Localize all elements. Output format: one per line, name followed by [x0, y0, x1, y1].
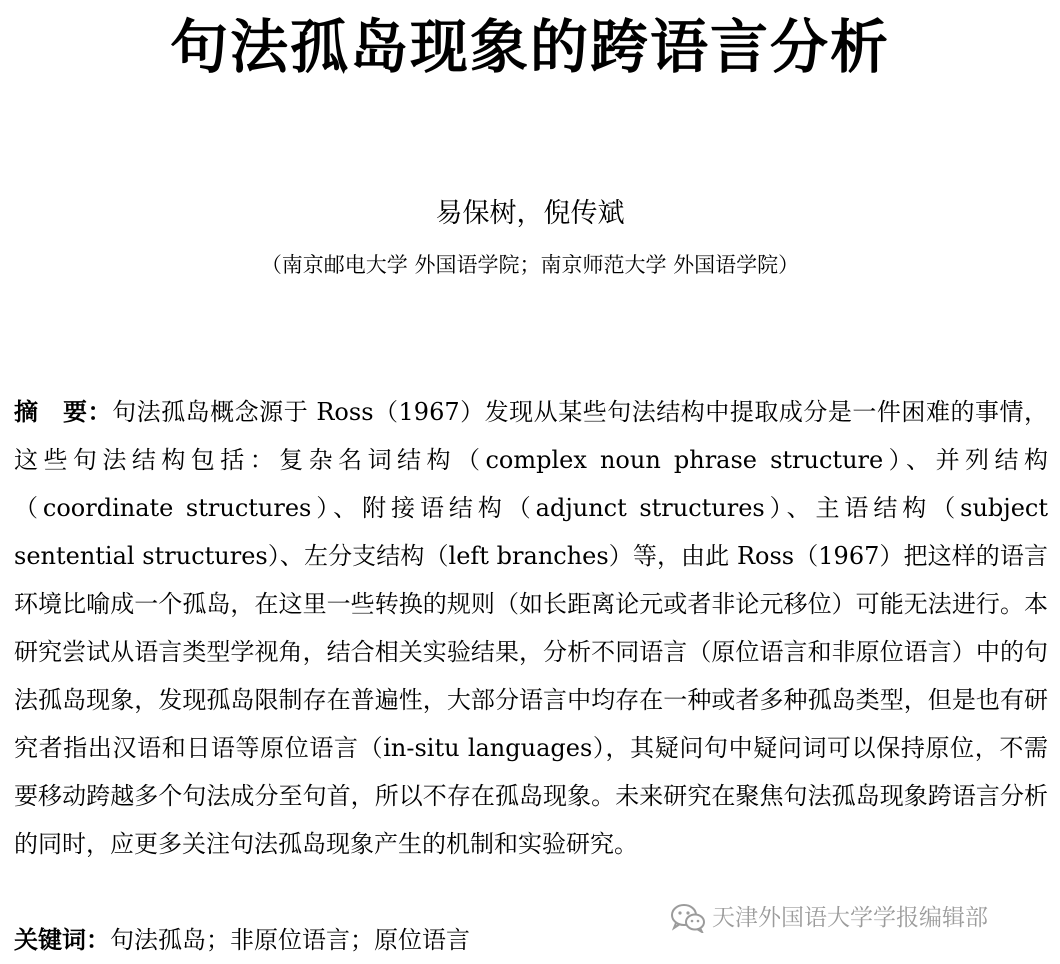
- watermark: [670, 896, 988, 940]
- paper-affiliation: （南京邮电大学 外国语学院；南京师范大学 外国语学院）: [260, 253, 800, 277]
- keywords: [14, 918, 694, 962]
- paper-title: 句法孤岛现象的跨语言分析: [169, 13, 890, 81]
- keywords-text: 句法孤岛；非原位语言；原位语言: [110, 926, 470, 954]
- abstract: [14, 388, 1048, 868]
- watermark-text: 天津外国语大学学报编辑部: [712, 905, 988, 931]
- keywords-label: 关键词：: [14, 926, 110, 954]
- paper-authors: 易保树，倪传斌: [435, 198, 625, 229]
- abstract-text: 句法孤岛概念源于 Ross（1967）发现从某些句法结构中提取成分是一件困难的事情，这些句法结构包括：复杂名词结构（complex noun phrase structure）、并列结构（coordinate structures）、附接语结构（adjunct structures）、主语结构（subject sentential structures）、左分支结构（left branches）等，由此 Ross（1967）把这样的语言环境比喻成一个孤岛，在这里一些转换的规则（如长距离论元或者非论元移位）可能无法进行。本研究尝试从语言类型学视角，结合相关实验结果，分析不同语言（原位语言和非原位语言）中的句法孤岛现象，发现孤岛限制存在普遍性，大部分语言中均存在一种或者多种孤岛类型，但是也有研究者指出汉语和日语等原位语言（in-situ languages），其疑问句中疑问词可以保持原位，不需要移动跨越多个句法成分至句首，所以不存在孤岛现象。未来研究在聚焦句法孤岛现象跨语言分析的同时，应更多关注句法孤岛现象产生的机制和实验研究。: [14, 398, 1049, 858]
- abstract-label: 摘 要：: [14, 398, 113, 426]
- wechat-icon: [670, 903, 706, 933]
